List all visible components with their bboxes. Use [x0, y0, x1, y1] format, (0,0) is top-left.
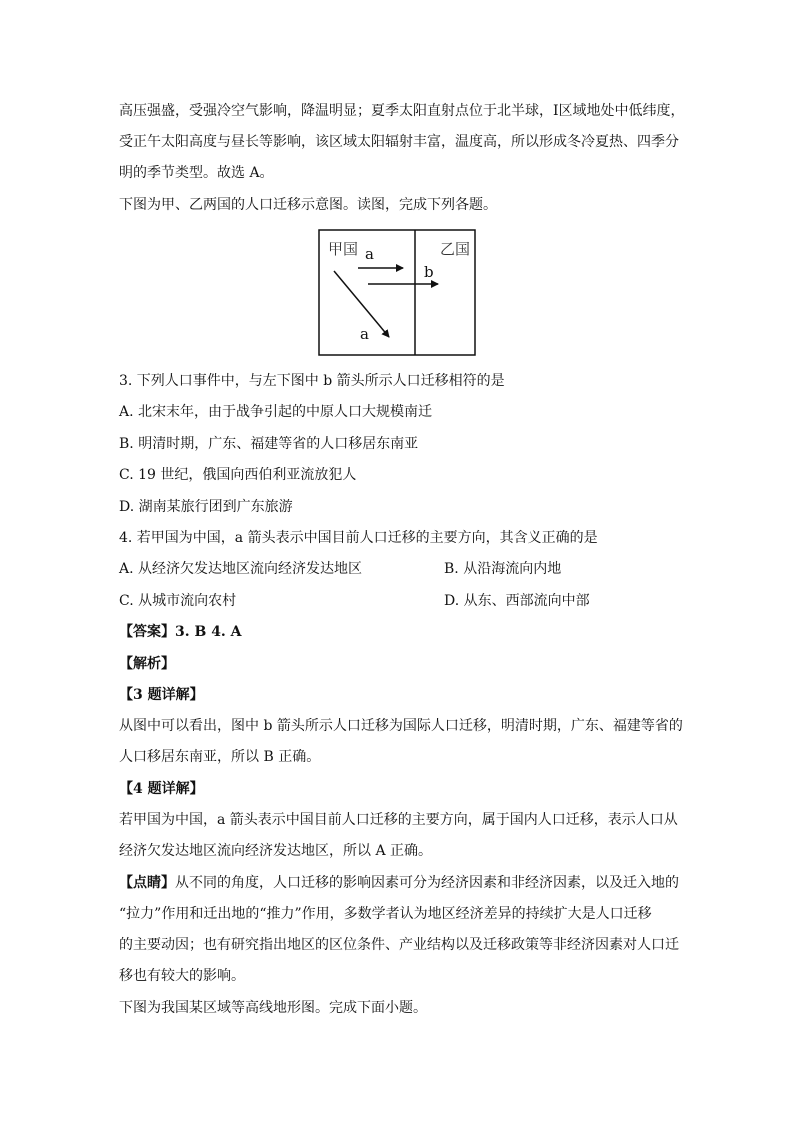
- question-3-option: C. 19 世纪，俄国向西伯利亚流放犯人: [119, 467, 357, 483]
- q3-detail-line: 从图中可以看出，图中 b 箭头所示人口迁移为国际人口迁移，明清时期，广东、福建等省的: [119, 718, 683, 734]
- answer-line: 【答案】3. B 4. A: [119, 624, 242, 640]
- question-3-option: B. 明清时期，广东、福建等省的人口移居东南亚: [119, 436, 419, 452]
- analysis-header: 【解析】: [119, 656, 175, 672]
- question-3-option: D. 湖南某旅行团到广东旅游: [119, 499, 293, 515]
- q4-detail-header: 【4 题详解】: [119, 781, 204, 797]
- next-figure-intro: 下图为我国某区域等高线地形图。完成下面小题。: [119, 1000, 427, 1016]
- q4-detail-line: 经济欠发达地区流向经济发达地区，所以 A 正确。: [119, 843, 433, 859]
- paragraph-line: 高压强盛，受强冷空气影响，降温明显；夏季太阳直射点位于北半球，Ⅰ区域地处中低纬度，: [119, 103, 685, 119]
- question-4-stem: 4. 若甲国为中国，a 箭头表示中国目前人口迁移的主要方向，其含义正确的是: [119, 530, 598, 546]
- figure-intro: 下图为甲、乙两国的人口迁移示意图。读图，完成下列各题。: [119, 197, 497, 213]
- question-4-option-c: C. 从城市流向农村: [119, 593, 237, 609]
- question-3-option: A. 北宋末年，由于战争引起的中原人口大规模南迁: [119, 404, 433, 420]
- note-text: 从不同的角度，人口迁移的影响因素可分为经济因素和非经济因素，以及迁入地的: [175, 875, 679, 891]
- country-right-label: 乙国: [440, 240, 471, 258]
- arrow-a-label: a: [365, 245, 374, 263]
- question-3-stem: 3. 下列人口事件中，与左下图中 b 箭头所示人口迁移相符的是: [119, 373, 505, 389]
- q4-detail-line: 若甲国为中国，a 箭头表示中国目前人口迁移的主要方向，属于国内人口迁移，表示人口从: [119, 812, 678, 828]
- q3-detail-line: 人口移居东南亚，所以 B 正确。: [119, 749, 321, 765]
- migration-diagram: [318, 229, 476, 357]
- arrow-a-diag-label: a: [360, 325, 369, 343]
- note-header: 【点睛】: [119, 875, 175, 891]
- paragraph-line: 受正午太阳高度与昼长等影响，该区域太阳辐射丰富，温度高，所以形成冬冷夏热、四季分: [119, 134, 679, 150]
- arrow-b-label: b: [424, 263, 434, 281]
- paragraph-line: 明的季节类型。故选 A。: [119, 165, 274, 181]
- note-line: 的主要动因；也有研究指出地区的区位条件、产业结构以及迁移政策等非经济因素对人口迁: [119, 937, 679, 953]
- question-4-option-a: A. 从经济欠发达地区流向经济发达地区: [119, 561, 363, 577]
- country-left-label: 甲国: [328, 240, 359, 258]
- question-4-option-b: B. 从沿海流向内地: [444, 561, 562, 577]
- q3-detail-header: 【3 题详解】: [119, 687, 204, 703]
- note-line-first: [119, 873, 679, 893]
- note-line: 移也有较大的影响。: [119, 968, 245, 984]
- question-4-option-d: D. 从东、西部流向中部: [444, 593, 590, 609]
- note-line: “拉力”作用和迁出地的“推力”作用，多数学者认为地区经济差异的持续扩大是人口迁移: [119, 906, 652, 922]
